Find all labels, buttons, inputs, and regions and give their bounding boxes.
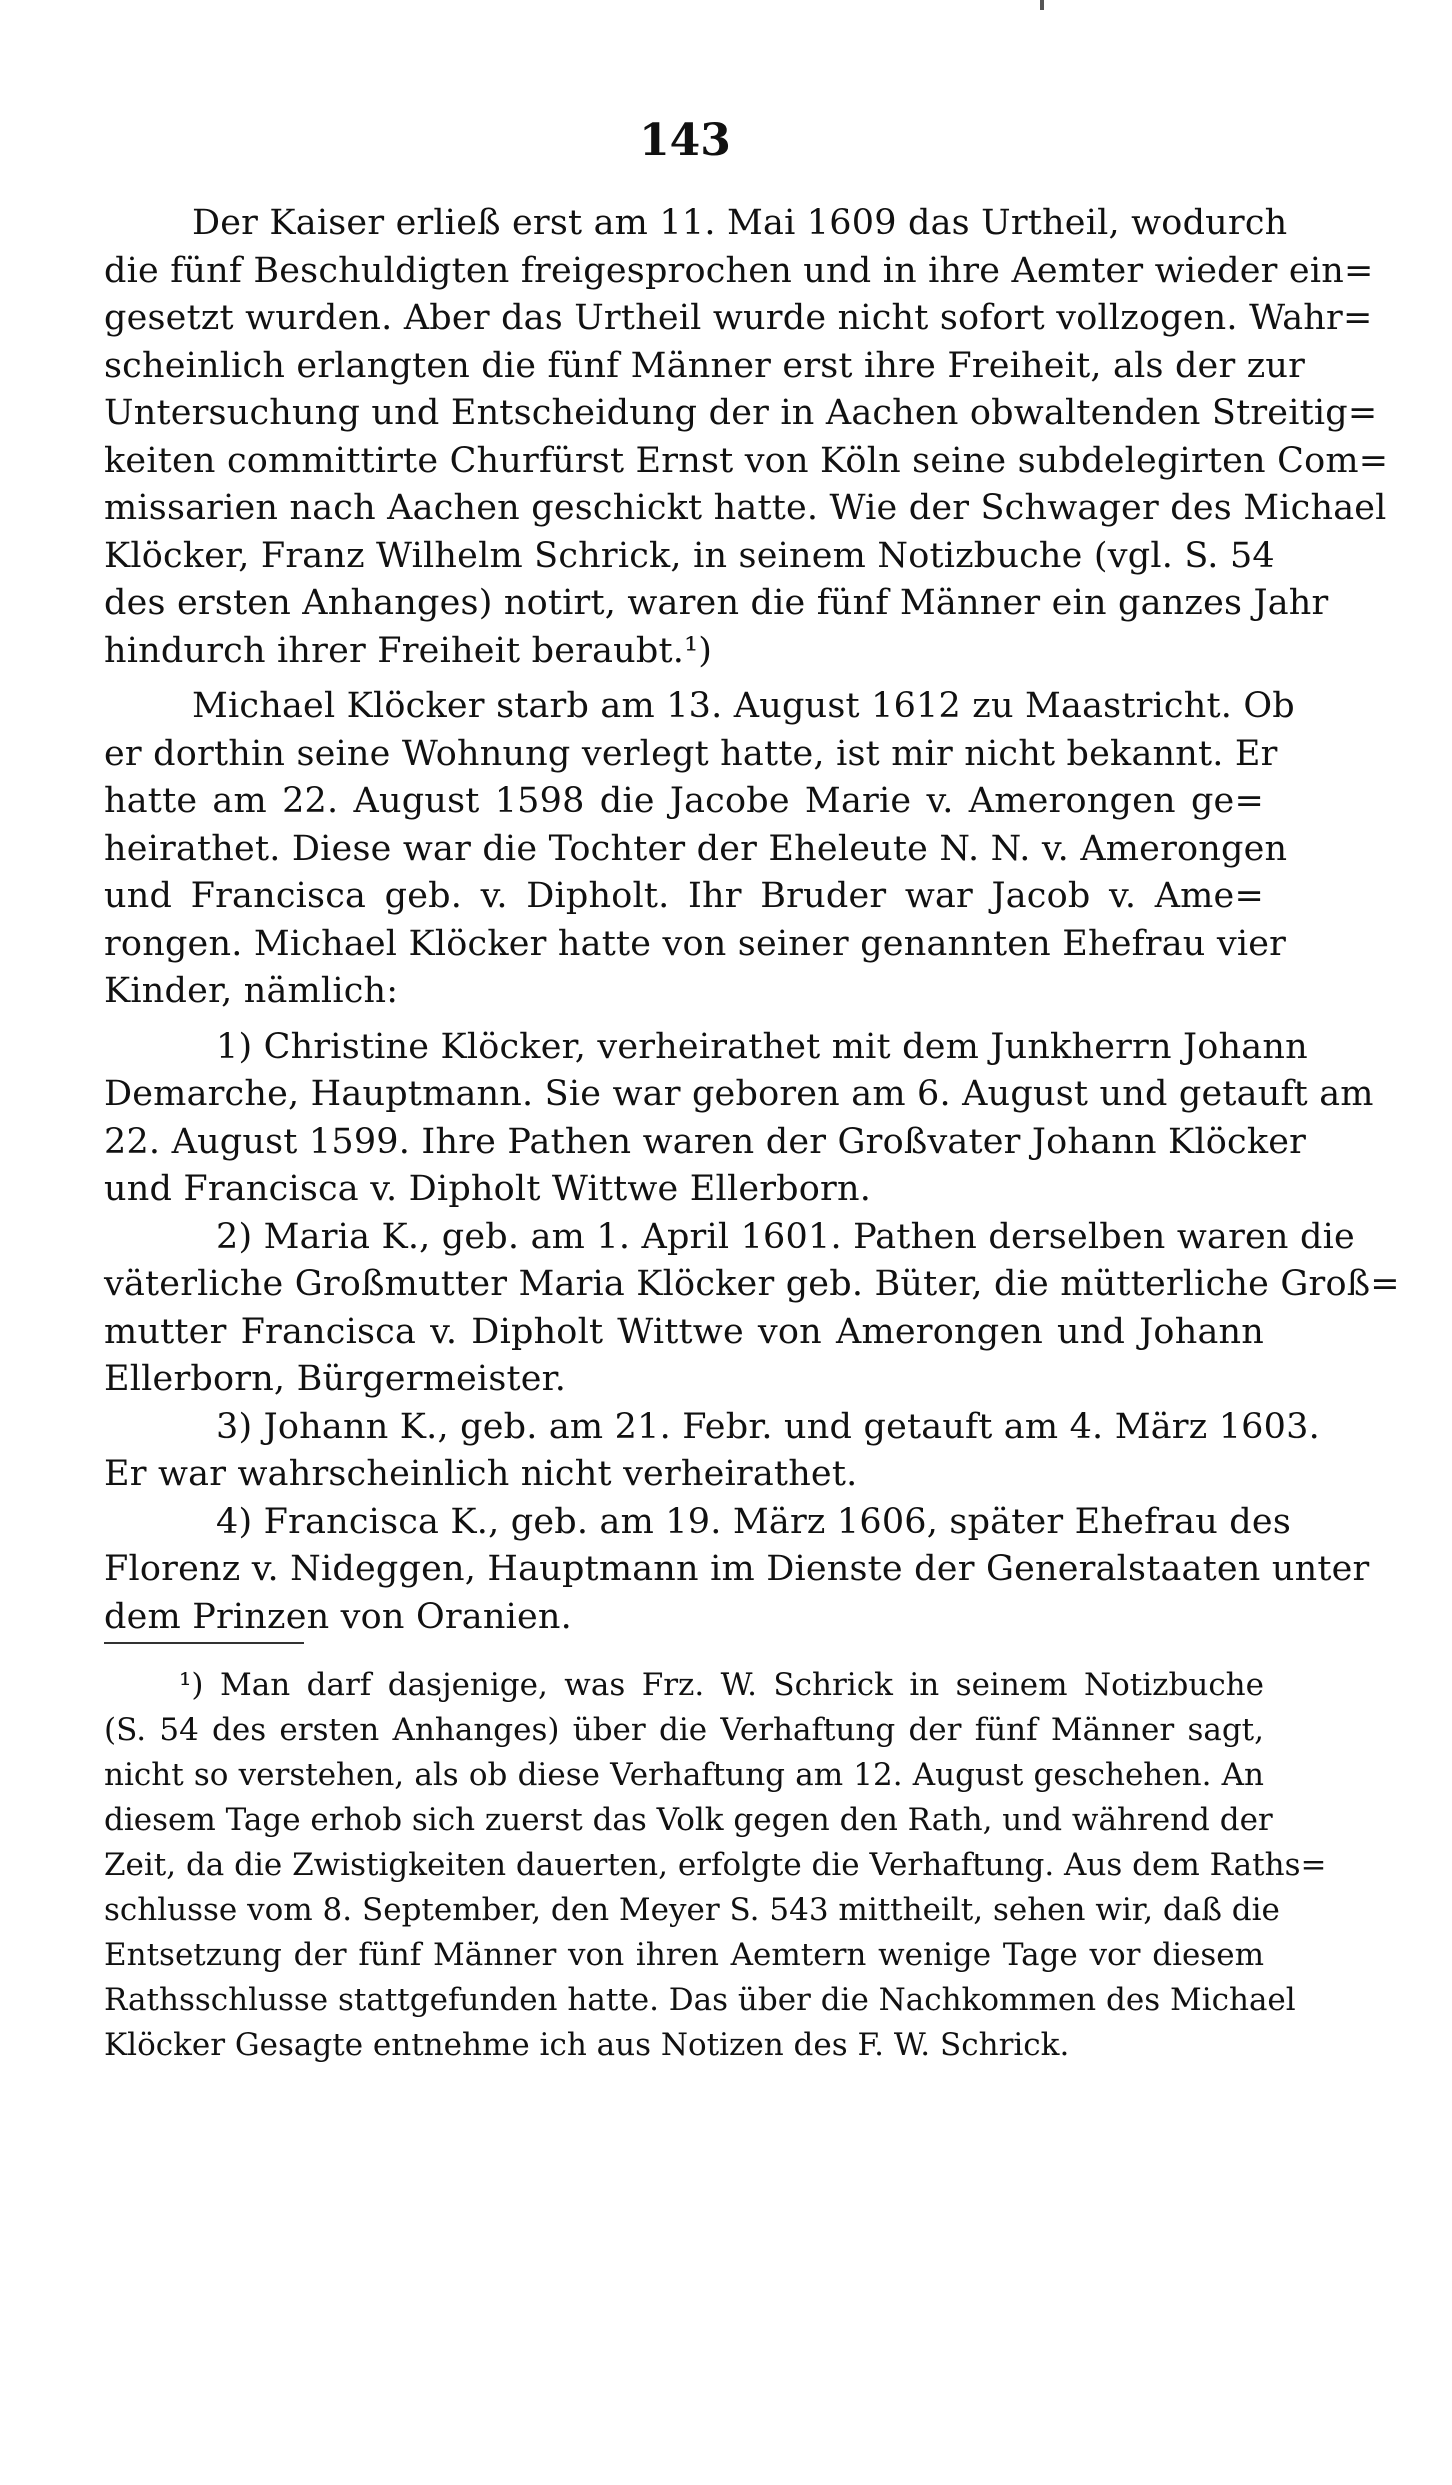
text-line: keiten committirte Churfürst Ernst von Köln seine subdelegirten Com= (104, 440, 1389, 481)
list-item-line: väterliche Großmutter Maria Klöcker geb. Büter, die mütterliche Groß= (104, 1264, 1400, 1304)
text-line: die fünf Beschuldigten freigesprochen und in ihre Aemter wieder ein= (104, 250, 1374, 291)
text-line: rongen. Michael Klöcker hatte von seiner genannten Ehefrau vier (104, 923, 1287, 964)
text-line: hindurch ihrer Freiheit beraubt.¹) (104, 630, 713, 671)
footnote-line: Rathsschlusse stattgefunden hatte. Das über die Nachkommen des Michael (104, 1982, 1296, 2018)
list-item-line: Demarche, Hauptmann. Sie war geboren am 6. August und getauft am (104, 1074, 1374, 1114)
text-line: hatte am 22. August 1598 die Jacobe Marie v. Amerongen ge= (104, 781, 1264, 821)
text-line: scheinlich erlangten die fünf Männer erst ihre Freiheit, als der zur (104, 345, 1306, 386)
list-item-line: 3) Johann K., geb. am 21. Febr. und getauft am 4. März 1603. (216, 1406, 1320, 1447)
list-item-line: Er war wahrscheinlich nicht verheirathet. (104, 1454, 858, 1494)
list-item-line: Ellerborn, Bürgermeister. (104, 1359, 567, 1399)
text-line: Untersuchung und Entscheidung der in Aachen obwaltenden Streitig= (104, 393, 1378, 433)
page-number: 143 (639, 115, 731, 166)
footnote-line: Klöcker Gesagte entnehme ich aus Notizen des F. W. Schrick. (104, 2027, 1070, 2063)
footnote-line: ¹) Man darf dasjenige, was Frz. W. Schrick in seinem Notizbuche (179, 1667, 1264, 1703)
text-line: heirathet. Diese war die Tochter der Eheleute N. N. v. Amerongen (104, 828, 1288, 869)
footnote-line: (S. 54 des ersten Anhanges) über die Verhaftung der fünf Männer sagt, (104, 1712, 1264, 1748)
list-item-line: dem Prinzen von Oranien. (104, 1596, 572, 1637)
footnote (104, 1663, 1327, 2068)
footnote-line: schlusse vom 8. September, den Meyer S. 543 mittheilt, sehen wir, daß die (104, 1892, 1280, 1928)
text-line: gesetzt wurden. Aber das Urtheil wurde nicht sofort vollzogen. Wahr= (104, 298, 1373, 338)
text-line: und Francisca geb. v. Dipholt. Ihr Bruder war Jacob v. Ame= (104, 876, 1264, 916)
footnote-rule (104, 1642, 304, 1644)
footnote-line: nicht so verstehen, als ob diese Verhaftung am 12. August geschehen. An (104, 1757, 1264, 1793)
text-line: Kinder, nämlich: (104, 971, 399, 1011)
footnote-line: diesem Tage erhob sich zuerst das Volk gegen den Rath, und während der (104, 1802, 1273, 1838)
list-item-line: 1) Christine Klöcker, verheirathet mit dem Junkherrn Johann (216, 1026, 1308, 1067)
text-line: Der Kaiser erließ erst am 11. Mai 1609 das Urtheil, wodurch (192, 203, 1288, 243)
scan-mark (1040, 0, 1044, 10)
list-item-line: 4) Francisca K., geb. am 19. März 1606, später Ehefrau des (216, 1501, 1291, 1542)
body-text (104, 200, 1400, 1641)
footnote-line: Entsetzung der fünf Männer von ihren Aemtern wenige Tage vor diesem (104, 1937, 1264, 1973)
list-item-line: 22. August 1599. Ihre Pathen waren der Großvater Johann Klöcker (104, 1121, 1307, 1162)
list-item-line: und Francisca v. Dipholt Wittwe Ellerborn. (104, 1169, 872, 1209)
list-item-line: mutter Francisca v. Dipholt Wittwe von Amerongen und Johann (104, 1311, 1264, 1352)
text-line: des ersten Anhanges) notirt, waren die fünf Männer ein ganzes Jahr (104, 583, 1329, 623)
footnote-line: Zeit, da die Zwistigkeiten dauerten, erfolgte die Verhaftung. Aus dem Raths= (104, 1847, 1327, 1883)
text-line: er dorthin seine Wohnung verlegt hatte, ist mir nicht bekannt. Er (104, 733, 1278, 774)
list-item-line: 2) Maria K., geb. am 1. April 1601. Pathen derselben waren die (216, 1216, 1355, 1257)
list-item-line: Florenz v. Nideggen, Hauptmann im Dienste der Generalstaaten unter (104, 1549, 1370, 1589)
text-line: missarien nach Aachen geschickt hatte. Wie der Schwager des Michael (104, 488, 1387, 528)
text-line: Klöcker, Franz Wilhelm Schrick, in seinem Notizbuche (vgl. S. 54 (104, 535, 1275, 576)
text-line: Michael Klöcker starb am 13. August 1612 zu Maastricht. Ob (192, 686, 1295, 726)
